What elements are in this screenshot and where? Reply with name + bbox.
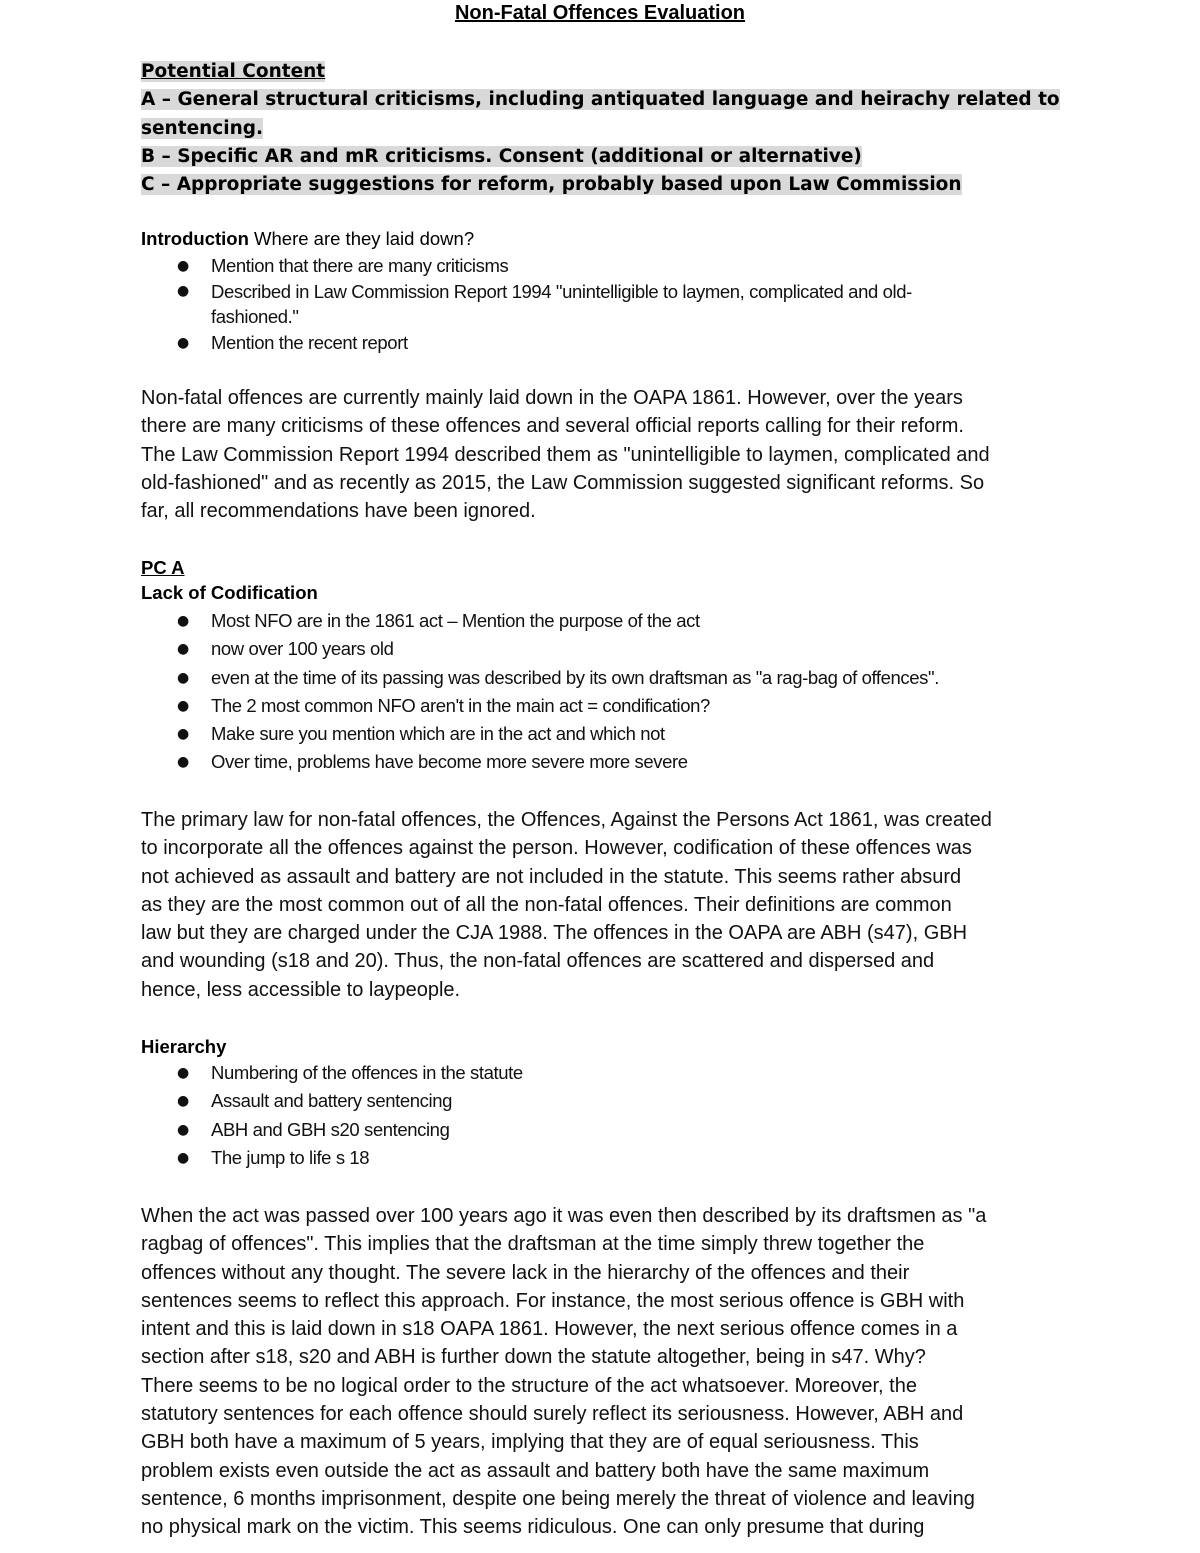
section-label-pc-a: PC A — [141, 557, 185, 578]
list-item: ● Mention that there are many criticisms — [141, 253, 1041, 279]
codification-paragraph: The primary law for non-fatal offences, the Offences, Against the Persons Act 1861, was created to incorporate all the offences against the person. However, codification of these offences was not achieved as assault and battery are not included in the statute. This seems rather absurd as they are the most common out of all the non-fatal offences. Their definitions are common law but they are charged under the CJA 1988. The offences in the OAPA are ABH (s47), GBH and wounding (s18 and 20). Thus, the non-fatal offences are scattered and dispersed and hence, less accessible to laypeople. — [141, 809, 992, 1001]
hierarchy-paragraph: When the act was passed over 100 years ago it was even then described by its draftsmen as "a ragbag of offences". This implies that the draftsman at the time simply threw together the offences without any thought. The severe lack in the hierarchy of the offences and their sentences seems to reflect this approach. For instance, the most serious offence is GBH with intent and this is laid down in s18 OAPA 1861. However, the next serious offence comes in a section after s18, s20 and ABH is further down the statute altogether, being in s47. Why? There seems to be no logical order to the structure of the act whatsoever. Moreover, the statutory sentences for each offence should surely reflect its seriousness. However, ABH and GBH both have a maximum of 5 years, implying that they are of equal seriousness. This problem exists even outside the act as assault and battery both have the same maximum sentence, 6 months imprisonment, despite one being merely the threat of violence and leaving no physical mark on the victim. This seems ridiculous. One can only presume that during — [141, 1205, 987, 1539]
potential-content-block — [141, 58, 1061, 199]
potential-content-heading: Potential Content — [141, 61, 326, 82]
list-item: ● even at the time of its passing was described by its own draftsman as "a rag-bag of offences". — [141, 664, 1041, 692]
potential-content-line: C – Appropriate suggestions for reform, probably based upon Law Commission — [141, 174, 962, 196]
list-item: ● ABH and GBH s20 sentencing — [141, 1116, 1041, 1144]
bullet-icon: ● — [177, 335, 189, 351]
introduction-bullet-list — [141, 253, 1041, 357]
introduction-heading-line — [141, 226, 474, 252]
bullet-icon: ● — [177, 754, 189, 771]
bullet-icon: ● — [177, 726, 189, 743]
list-item: ● Mention the recent report — [141, 329, 1041, 357]
introduction-question: Where are they laid down? — [248, 228, 475, 249]
potential-content-line: A – General structural criticisms, including antiquated language and heirachy related to — [141, 89, 1060, 111]
hierarchy-bullet-list — [141, 1059, 1041, 1172]
bullet-icon: ● — [177, 641, 189, 658]
list-item: ● Described in Law Commission Report 1994 "unintelligible to laymen, complicated and old- — [177, 281, 912, 302]
bullet-icon: ● — [177, 1121, 189, 1138]
list-item: ● The jump to life s 18 — [141, 1144, 1041, 1172]
list-item: ● Numbering of the offences in the statute — [141, 1059, 1041, 1087]
list-item: ● Over time, problems have become more severe more severe — [141, 748, 1041, 776]
hierarchy-heading: Hierarchy — [141, 1036, 227, 1057]
list-item: ● Make sure you mention which are in the act and which not — [141, 720, 1041, 748]
bullet-icon: ● — [177, 1065, 189, 1081]
list-item: ● now over 100 years old — [141, 635, 1041, 663]
potential-content-line: B – Specific AR and mR criticisms. Consent (additional or alternative) — [141, 145, 862, 167]
bullet-icon: ● — [177, 1093, 189, 1110]
list-item-continuation: fashioned." — [211, 306, 299, 327]
bullet-icon: ● — [177, 669, 189, 686]
bullet-icon: ● — [177, 283, 189, 299]
document-title: Non-Fatal Offences Evaluation — [454, 2, 746, 24]
bullet-icon: ● — [177, 258, 189, 274]
potential-content-line: sentencing. — [141, 117, 264, 139]
codification-bullet-list — [141, 607, 1041, 777]
bullet-icon: ● — [177, 1149, 189, 1166]
list-item: ● Assault and battery sentencing — [141, 1087, 1041, 1115]
list-item: ● Most NFO are in the 1861 act – Mention the purpose of the act — [141, 607, 1041, 635]
list-item: ● The 2 most common NFO aren't in the main act = condification? — [141, 692, 1041, 720]
bullet-icon: ● — [177, 697, 189, 714]
codification-heading: Lack of Codification — [141, 582, 318, 603]
introduction-label: Introduction — [141, 228, 249, 249]
bullet-icon: ● — [177, 613, 189, 629]
introduction-paragraph: Non-fatal offences are currently mainly laid down in the OAPA 1861. However, over the years there are many criticisms of these offences and several official reports calling for their reform. The Law Commission Report 1994 described them as "unintelligible to laymen, complicated and old-fashioned" and as recently as 2015, the Law Commission suggested significant reforms. So far, all recommendations have been ignored. — [141, 387, 990, 523]
